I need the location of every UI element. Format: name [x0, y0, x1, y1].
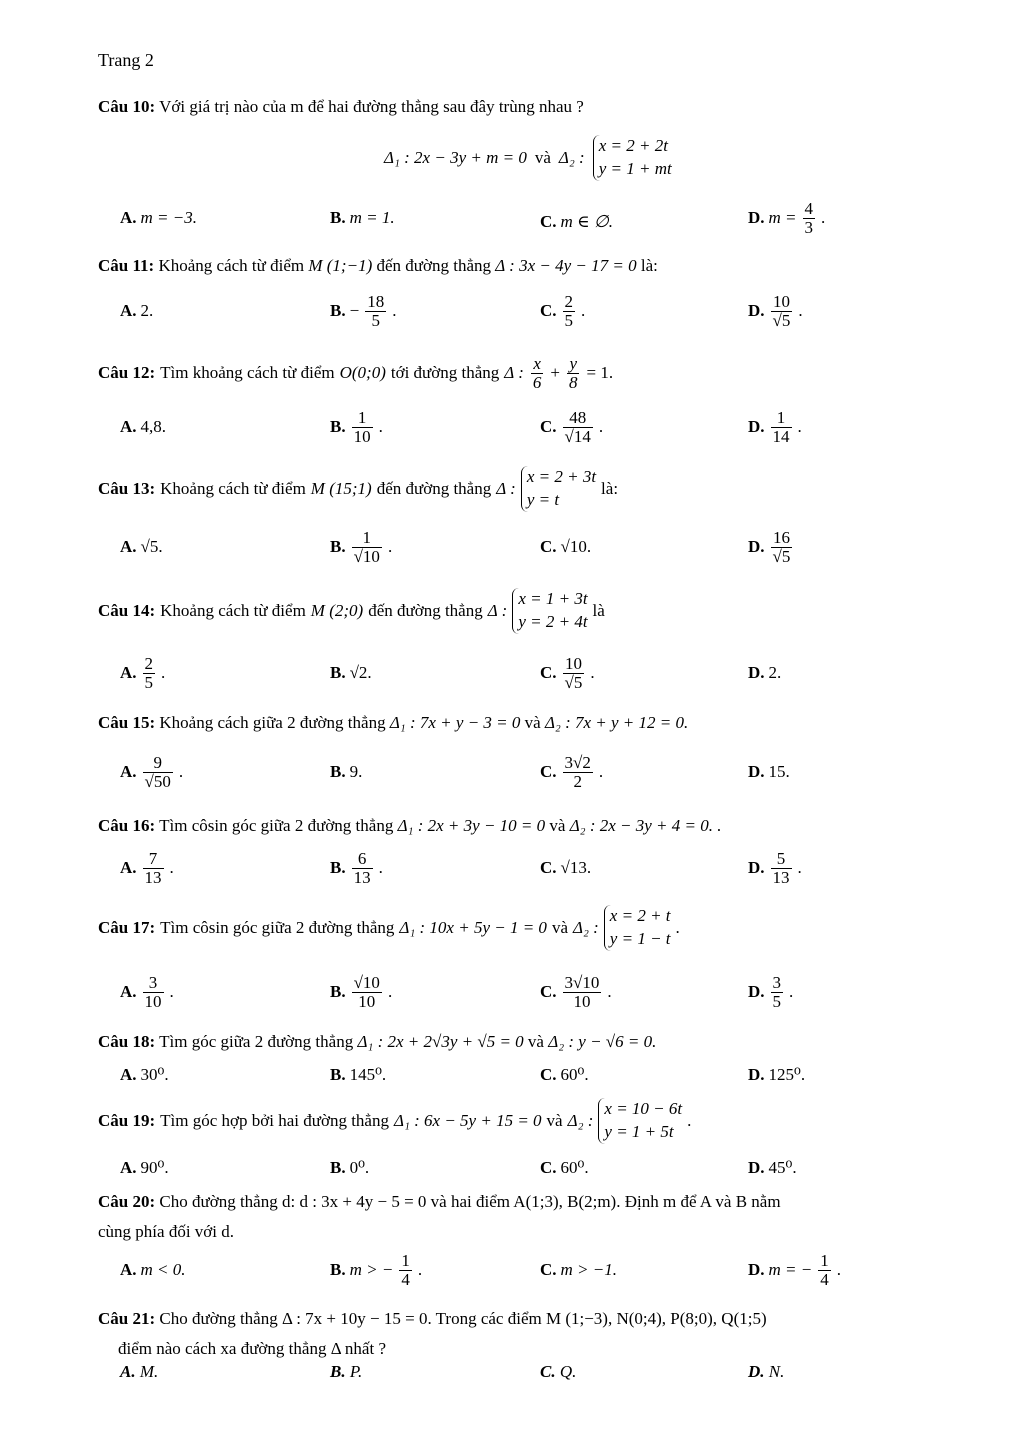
option-a[interactable]: A. $\frac{3}{10}$ .	[120, 972, 174, 1011]
option-b[interactable]: B. √2.	[330, 663, 372, 682]
question-18-stem: Câu 18: Tìm góc giữa 2 đường thẳng Δ₁ : 2x + 2√3y + √5 = 0 và Δ₂ : y − √6 = 0.	[98, 1032, 657, 1051]
option-a[interactable]: A. 90⁰.	[120, 1158, 169, 1177]
option-d[interactable]: D. $\frac{3}{5}$ .	[748, 972, 794, 1011]
option-c[interactable]: C. 60⁰.	[540, 1158, 589, 1177]
option-c[interactable]: C. $\frac{10}{√5}$ .	[540, 653, 595, 692]
option-c[interactable]: C. $\frac{2}{5}$ .	[540, 291, 586, 330]
option-d[interactable]: D. $\frac{16}{√5}$	[748, 527, 791, 566]
option-c[interactable]: C. m ∈ ∅.	[540, 212, 613, 231]
option-b[interactable]: B. $\frac{√10}{10}$ .	[330, 972, 393, 1011]
option-d[interactable]: D. 2.	[748, 663, 782, 682]
option-b[interactable]: B. m = 1.	[330, 208, 395, 227]
option-d[interactable]: D. $\frac{1}{14}$ .	[748, 407, 802, 446]
option-a[interactable]: A. $\frac{2}{5}$ .	[120, 653, 166, 692]
option-b[interactable]: B. 0⁰.	[330, 1158, 370, 1177]
option-c[interactable]: C. √10.	[540, 537, 592, 556]
option-b[interactable]: B. 145⁰.	[330, 1065, 387, 1084]
option-d[interactable]: D. 45⁰.	[748, 1158, 797, 1177]
option-a[interactable]: A. $\frac{9}{√50}$ .	[120, 752, 184, 791]
question-10-stem	[98, 97, 584, 117]
page-header: Trang 2	[98, 50, 154, 70]
question-20-stem: Câu 20: Cho đường thẳng d: d : 3x + 4y − 5 = 0 và hai điểm A(1;3), B(2;m). Định m để A và B nằm	[98, 1192, 781, 1211]
option-a[interactable]: A. 2.	[120, 301, 154, 320]
option-c[interactable]: C. 60⁰.	[540, 1065, 589, 1084]
question-14-stem: Câu 14: Khoảng cách từ điểm M (2;0) đến đường thẳng Δ : x = 1 + 3t y = 2 + 4t là	[98, 588, 605, 634]
option-c[interactable]: C. √13.	[540, 858, 592, 877]
option-c[interactable]: C. Q.	[540, 1362, 577, 1381]
option-a[interactable]: A. 30⁰.	[120, 1065, 169, 1084]
option-a[interactable]: A. √5.	[120, 537, 163, 556]
option-b[interactable]: B. $\frac{6}{13}$ .	[330, 848, 383, 887]
option-b[interactable]: B. P.	[330, 1362, 363, 1381]
question-21-stem: Câu 21: Cho đường thẳng Δ : 7x + 10y − 15 = 0. Trong các điểm M (1;−3), N(0;4), P(8;0), Q(1;5)	[98, 1309, 767, 1328]
question-10-equation: Δ₁ : 2x − 3y + m = 0 và Δ₂ : x = 2 + 2t y = 1 + mt	[384, 135, 672, 181]
option-c[interactable]: C. $\frac{3√10}{10}$ .	[540, 972, 612, 1011]
question-19-stem: Câu 19: Tìm góc hợp bởi hai đường thẳng Δ₁ : 6x − 5y + 15 = 0 và Δ₂ : x = 10 − 6t y = 1 + 5t .	[98, 1098, 691, 1144]
option-a[interactable]: A. m = −3.	[120, 208, 198, 227]
option-d[interactable]: D. m = − $\frac{1}{4}$ .	[748, 1250, 842, 1289]
option-a[interactable]: A. $\frac{7}{13}$ .	[120, 848, 174, 887]
option-b[interactable]: B. 9.	[330, 762, 363, 781]
question-12-stem: Câu 12: Tìm khoảng cách từ điểm O(0;0) tới đường thẳng Δ : $\frac{x}{6}$ + $\frac{y}{8}$ = 1.	[98, 354, 614, 392]
question-label: Câu 10:	[98, 97, 156, 116]
option-b[interactable]: B. $\frac{1}{√10}$ .	[330, 527, 393, 566]
option-b[interactable]: B. − $\frac{18}{5}$ .	[330, 291, 397, 330]
question-11-stem: Câu 11: Khoảng cách từ điểm M (1;−1) đến đường thẳng Δ : 3x − 4y − 17 = 0 là:	[98, 256, 658, 275]
option-c[interactable]: C. $\frac{48}{√14}$ .	[540, 407, 604, 446]
question-20-stem-cont: cùng phía đối với d.	[98, 1222, 234, 1241]
option-a[interactable]: A. 4,8.	[120, 417, 167, 436]
option-d[interactable]: D. N.	[748, 1362, 785, 1381]
question-15-stem: Câu 15: Khoảng cách giữa 2 đường thẳng Δ₁ : 7x + y − 3 = 0 và Δ₂ : 7x + y + 12 = 0.	[98, 713, 689, 732]
option-d[interactable]: D. m = $\frac{4}{3}$ .	[748, 198, 826, 237]
question-21-stem-cont: điểm nào cách xa đường thẳng Δ nhất ?	[118, 1339, 386, 1358]
option-a[interactable]: A. M.	[120, 1362, 159, 1381]
option-d[interactable]: D. $\frac{10}{√5}$ .	[748, 291, 803, 330]
question-16-stem: Câu 16: Tìm côsin góc giữa 2 đường thẳng Δ₁ : 2x + 3y − 10 = 0 và Δ₂ : 2x − 3y + 4 = 0. .	[98, 816, 722, 835]
option-a[interactable]: A. m < 0.	[120, 1260, 186, 1279]
option-c[interactable]: C. m > −1.	[540, 1260, 618, 1279]
option-b[interactable]: B. m > − $\frac{1}{4}$ .	[330, 1250, 423, 1289]
option-b[interactable]: B. $\frac{1}{10}$ .	[330, 407, 383, 446]
question-text: Với giá trị nào của m để hai đường thẳng sau đây trùng nhau ?	[159, 97, 584, 116]
option-c[interactable]: C. $\frac{3√2}{2}$ .	[540, 752, 604, 791]
question-13-stem: Câu 13: Khoảng cách từ điểm M (15;1) đến đường thẳng Δ : x = 2 + 3t y = t là:	[98, 466, 618, 512]
option-d[interactable]: D. 125⁰.	[748, 1065, 806, 1084]
question-17-stem: Câu 17: Tìm côsin góc giữa 2 đường thẳng Δ₁ : 10x + 5y − 1 = 0 và Δ₂ : x = 2 + t y = 1 − t .	[98, 905, 680, 951]
option-d[interactable]: D. 15.	[748, 762, 790, 781]
option-d[interactable]: D. $\frac{5}{13}$ .	[748, 848, 802, 887]
